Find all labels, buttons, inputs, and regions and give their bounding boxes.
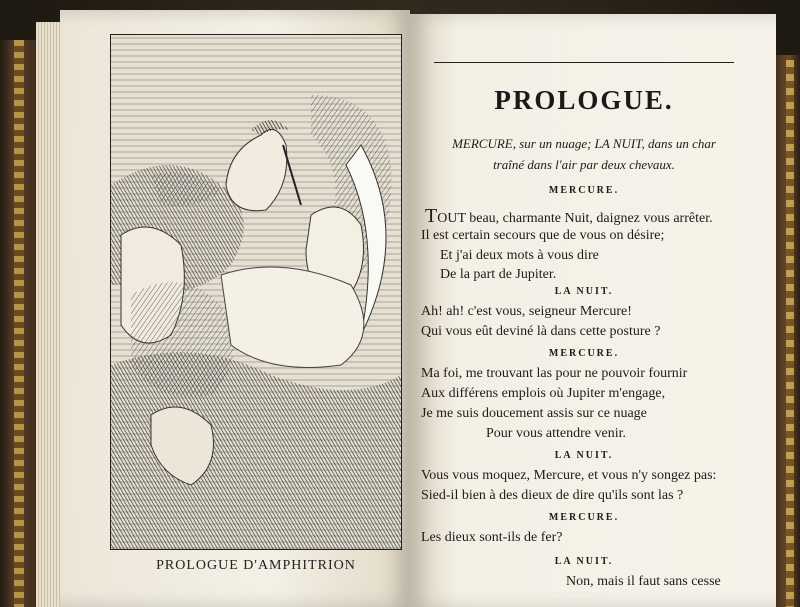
drop-cap: T: [425, 205, 438, 227]
verse-line-5: Ah! ah! c'est vous, seigneur Mercure!: [421, 304, 632, 319]
speaker-mercure: MERCURE.: [548, 185, 620, 196]
verse-line-12: Sied-il bien à des dieux de dire qu'ils sont las ?: [421, 488, 684, 503]
verse-line-4: De la part de Jupiter.: [440, 267, 557, 282]
verse-line-14: Non, mais il faut sans cesse: [566, 574, 721, 589]
gilt-spine-edge-left: [14, 40, 24, 607]
verse-line-3: Et j'ai deux mots à vous dire: [440, 248, 599, 263]
speaker-mercure: MERCURE.: [548, 348, 620, 359]
verse-line-8: Aux différens emplois où Jupiter m'engage,: [421, 386, 666, 401]
verse-line-13: Les dieux sont-ils de fer?: [421, 530, 563, 545]
gilt-spine-edge-right: [786, 60, 794, 607]
verse-line-9: Je me suis doucement assis sur ce nuage: [421, 406, 647, 421]
verse-line-11: Vous vous moquez, Mercure, et vous n'y songez pas:: [421, 468, 717, 483]
verse-line-6: Qui vous eût deviné là dans cette posture ?: [421, 324, 661, 339]
verse-line-1-text: OUT beau, charmante Nuit, daignez vous arrêter.: [437, 211, 713, 226]
verse-line-10: Pour vous attendre venir.: [486, 426, 626, 441]
speaker-la-nuit: LA NUIT.: [554, 450, 614, 461]
speaker-la-nuit: LA NUIT.: [554, 556, 614, 567]
verse-line-2: Il est certain secours que de vous on désire;: [421, 228, 665, 243]
speaker-mercure: MERCURE.: [548, 512, 620, 523]
stage-direction-line-2: traîné dans l'air par deux chevaux.: [493, 157, 675, 172]
header-rule: [434, 62, 734, 63]
verse-line-7: Ma foi, me trouvant las pour ne pouvoir fournir: [421, 366, 688, 381]
engraving-caption: PROLOGUE D'AMPHITRION: [156, 558, 356, 573]
engraving-illustration: [110, 34, 402, 550]
stage-direction-line-1: MERCURE, sur un nuage; LA NUIT, dans un char: [452, 136, 716, 151]
verse-line-1: [425, 205, 713, 228]
engraving-drawing: [111, 35, 401, 549]
chariot-cloud: [221, 267, 364, 368]
speaker-la-nuit: LA NUIT.: [554, 286, 614, 297]
page-title: PROLOGUE.: [494, 85, 674, 115]
